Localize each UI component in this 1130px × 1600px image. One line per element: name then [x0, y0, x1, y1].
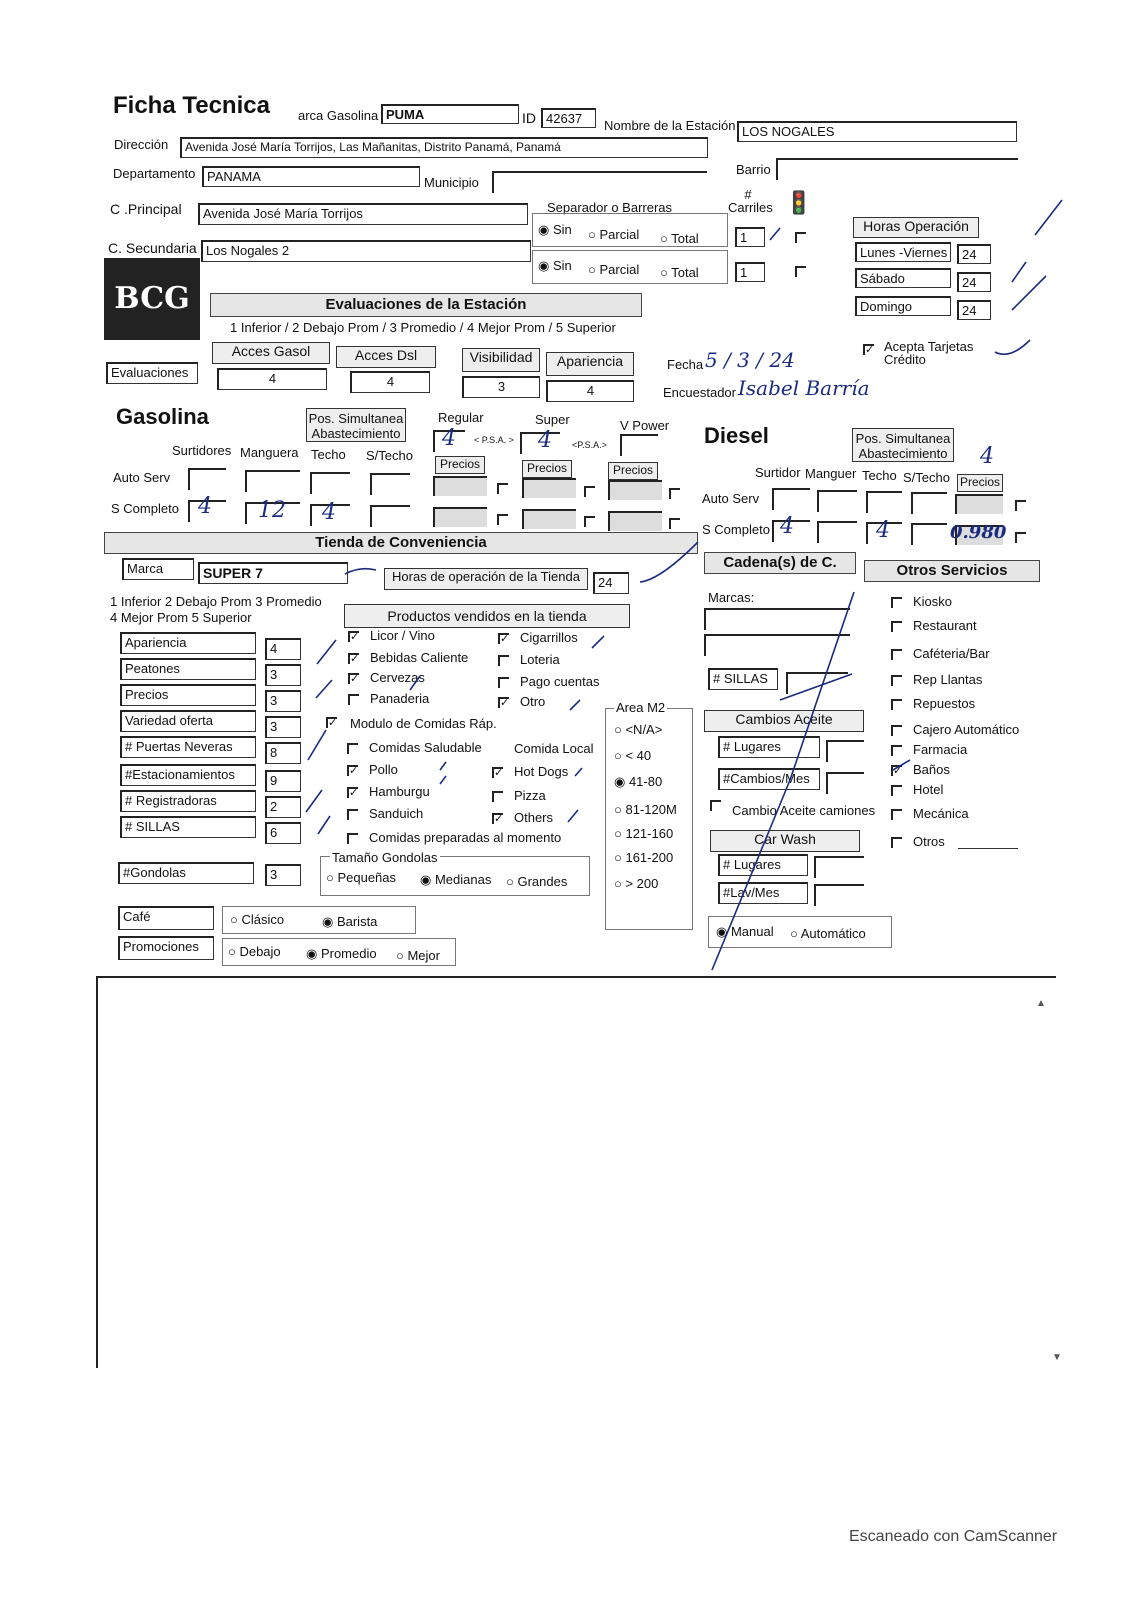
rating-field[interactable]: 3: [265, 664, 301, 686]
marcas-label: Marcas:: [708, 590, 755, 605]
gas-sc-regular-precio[interactable]: [433, 507, 487, 527]
comments-textarea[interactable]: [96, 976, 1056, 1368]
diesel-sc-check[interactable]: [1015, 532, 1026, 543]
producto-checkbox[interactable]: ✓: [500, 633, 510, 645]
promo-radio[interactable]: ○ Debajo: [228, 944, 281, 959]
cafe-label: Café: [118, 906, 214, 930]
modulo-label: Modulo de Comidas Ráp.: [350, 716, 497, 731]
producto-label: Licor / Vino: [370, 628, 435, 643]
gas-as-techo[interactable]: [310, 472, 350, 494]
diesel-as-check[interactable]: [1015, 500, 1026, 511]
otro-servicio-checkbox[interactable]: [891, 809, 902, 820]
tienda-header: Tienda de Conveniencia: [104, 532, 698, 554]
rating-field[interactable]: 6: [265, 822, 301, 844]
comida-local-label: Pizza: [514, 788, 546, 803]
otro-servicio-label: Repuestos: [913, 696, 976, 711]
municipio-label: Municipio: [424, 175, 479, 190]
bcg-logo: BCG: [104, 258, 200, 340]
rating-label: Variedad oferta: [120, 710, 256, 732]
lunes-viernes-label: Lunes -Viernes: [855, 242, 951, 262]
super-value: 4: [538, 428, 552, 453]
tamano-radio[interactable]: ○ Pequeñas: [326, 870, 397, 885]
diesel-as-precio[interactable]: [955, 494, 1003, 514]
cadena-header: Cadena(s) de C.: [704, 552, 856, 574]
area-radio[interactable]: ○ 81-120M: [614, 802, 677, 817]
area-group: [605, 708, 693, 930]
otro-servicio-checkbox[interactable]: [891, 725, 902, 736]
diesel-sc-manguer[interactable]: [817, 521, 857, 543]
gas-sc-stecho[interactable]: [370, 505, 410, 527]
tienda-horas-label: Horas de operación de la Tienda: [384, 568, 588, 590]
diesel-pos-simultanea: Pos. Simultanea Abastecimiento: [852, 428, 954, 462]
lav-mes-label: #Lav/Mes: [718, 882, 808, 904]
tienda-marca-field[interactable]: SUPER 7: [198, 562, 348, 584]
producto-label: Pago cuentas: [520, 674, 600, 689]
comida-label: Pollo: [369, 762, 398, 777]
comida-local-checkbox[interactable]: ✓: [494, 767, 504, 779]
promo-radio[interactable]: ◉ Promedio: [306, 946, 377, 961]
carwash-header: Car Wash: [710, 830, 860, 852]
sabado-field[interactable]: 24: [957, 272, 991, 292]
lav-mes-field[interactable]: [814, 884, 864, 906]
diesel-surtidor-header: Surtidor: [755, 465, 801, 480]
super-label: Super: [535, 412, 570, 427]
producto-checkbox[interactable]: ✓: [350, 631, 360, 643]
sabado-label: Sábado: [855, 268, 951, 288]
diesel-as-techo[interactable]: [866, 491, 902, 513]
producto-checkbox[interactable]: [498, 655, 509, 666]
otro-servicio-checkbox[interactable]: [891, 597, 902, 608]
comida-local-label: Others: [514, 810, 554, 825]
diesel-auto-serv-label: Auto Serv: [702, 491, 760, 506]
psa-label-1: < P.S.A. >: [474, 435, 514, 445]
cafe-radio[interactable]: ◉ Barista: [322, 914, 378, 929]
gas-manguera-header: Manguera: [240, 445, 299, 460]
comida-local-checkbox[interactable]: ✓: [494, 813, 504, 825]
carriles-check-1[interactable]: [795, 232, 806, 243]
evaluaciones-scale: 1 Inferior / 2 Debajo Prom / 3 Promedio / 4 Mejor Prom / 5 Superior: [230, 320, 616, 335]
separador1-total-radio[interactable]: ○ Total: [660, 231, 699, 246]
gas-as-vpower-precio[interactable]: [608, 480, 662, 500]
principal-field[interactable]: Avenida José María Torrijos: [198, 203, 528, 225]
carriles-field-2[interactable]: 1: [735, 262, 765, 282]
rating-field[interactable]: 4: [265, 638, 301, 660]
gas-sc-surtidores-value: 4: [198, 494, 212, 519]
camiones-checkbox[interactable]: [710, 800, 721, 811]
fecha-value[interactable]: 5 / 3 / 24: [705, 348, 795, 372]
domingo-field[interactable]: 24: [957, 300, 991, 320]
principal-label: C .Principal: [110, 201, 182, 217]
rating-label: Apariencia: [120, 632, 256, 654]
barrio-label: Barrio: [736, 162, 771, 177]
encuestador-value[interactable]: Isabel Barría: [738, 376, 870, 400]
comida-checkbox[interactable]: [347, 833, 358, 844]
otro-servicio-label: Hotel: [913, 782, 944, 797]
diesel-sc-techo-value: 4: [876, 518, 890, 543]
producto-checkbox[interactable]: ✓: [350, 653, 360, 665]
acces-dsl-label: Acces Dsl: [336, 346, 436, 368]
gas-as-regular-check[interactable]: [497, 483, 508, 494]
camiones-label: Cambio Aceite camiones: [732, 803, 876, 818]
gas-stecho-header: S/Techo: [366, 448, 413, 463]
diesel-as-manguer[interactable]: [817, 490, 857, 512]
manual-radio[interactable]: ◉ Manual: [716, 924, 774, 939]
psa-label-2: <P.S.A.>: [572, 440, 607, 450]
gondolas-label: #Gondolas: [118, 862, 254, 884]
diesel-sc-surtidor-value: 4: [780, 514, 794, 539]
cambios-mes-field[interactable]: [826, 772, 864, 794]
gasolina-pos-simultanea: Pos. Simultanea Abastecimiento: [306, 408, 406, 442]
comida-label: Comidas Saludable: [369, 740, 482, 755]
marcas-field-2[interactable]: [704, 634, 850, 656]
secundaria-field[interactable]: Los Nogales 2: [201, 240, 531, 262]
producto-label: Cervezas: [370, 670, 425, 685]
carwash-lugares-label: # Lugares: [718, 854, 808, 876]
scroll-up-icon[interactable]: ▲: [1036, 998, 1046, 1009]
cambios-lugares-label: # Lugares: [718, 736, 820, 758]
cadena-sillas-label: # SILLAS: [708, 668, 778, 690]
departamento-label: Departamento: [113, 166, 196, 181]
tienda-horas-field[interactable]: 24: [593, 572, 629, 594]
gas-as-super-precio[interactable]: [522, 478, 576, 498]
gas-as-surtidores[interactable]: [188, 468, 226, 490]
acces-gasol-label: Acces Gasol: [212, 342, 330, 364]
direccion-field[interactable]: Avenida José María Torrijos, Las Mañanitas, Distrito Panamá, Panamá: [180, 137, 708, 158]
comida-checkbox[interactable]: ✓: [349, 765, 359, 777]
gas-as-super-check[interactable]: [584, 486, 595, 497]
gas-techo-header: Techo: [311, 447, 346, 462]
super-precios: Precios: [522, 460, 572, 478]
rating-label: # SILLAS: [120, 816, 256, 838]
vpower-label: V Power: [620, 418, 670, 433]
camscanner-watermark: Escaneado con CamScanner: [849, 1528, 1058, 1545]
modulo-checkbox[interactable]: ✓: [328, 717, 338, 729]
tienda-scale-1: 1 Inferior 2 Debajo Prom 3 Promedio: [110, 594, 322, 609]
otro-servicio-label: Otros: [913, 834, 945, 849]
carriles-check-2[interactable]: [795, 266, 806, 277]
regular-precios: Precios: [435, 456, 485, 474]
fecha-label: Fecha: [667, 357, 704, 372]
producto-checkbox[interactable]: ✓: [500, 697, 510, 709]
direccion-label: Dirección: [114, 137, 169, 152]
gas-sc-regular-check[interactable]: [497, 514, 508, 525]
producto-label: Bebidas Caliente: [370, 650, 469, 665]
tamano-label: Tamaño Gondolas: [332, 850, 438, 865]
producto-checkbox[interactable]: [498, 677, 509, 688]
marca-label: arca Gasolina: [298, 108, 379, 123]
cambios-lugares-field[interactable]: [826, 740, 864, 762]
separador2-sin-radio[interactable]: ◉ Sin: [538, 258, 572, 273]
otros-header: Otros Servicios: [864, 560, 1040, 582]
estacion-label: Nombre de la Estación: [604, 118, 736, 133]
rating-label: Precios: [120, 684, 256, 706]
tarjetas-label: Acepta Tarjetas Crédito: [884, 339, 974, 367]
producto-checkbox[interactable]: ✓: [350, 673, 360, 685]
marca-field[interactable]: PUMA: [381, 104, 519, 124]
rating-field[interactable]: 3: [265, 690, 301, 712]
promo-radio[interactable]: ○ Mejor: [396, 948, 440, 963]
regular-label: Regular: [438, 410, 484, 425]
domingo-label: Domingo: [855, 296, 951, 316]
evaluaciones-label: Evaluaciones: [106, 362, 198, 384]
otros-line: [958, 848, 1018, 849]
comida-local-label: Comida Local: [514, 741, 594, 756]
producto-label: Loteria: [520, 652, 560, 667]
automatico-radio[interactable]: ○ Automático: [790, 926, 866, 941]
visibilidad-label: Visibilidad: [462, 348, 540, 372]
diesel-s-completo-label: S Completo: [702, 522, 770, 537]
gondolas-field[interactable]: 3: [265, 864, 301, 886]
rating-label: Peatones: [120, 658, 256, 680]
otro-servicio-label: Restaurant: [913, 618, 977, 633]
rating-label: # Registradoras: [120, 790, 256, 812]
otro-servicio-label: Kiosko: [913, 594, 953, 609]
cadena-sillas-field[interactable]: [786, 672, 848, 694]
lunes-viernes-field[interactable]: 24: [957, 244, 991, 264]
producto-label: Cigarrillos: [520, 630, 578, 645]
evaluaciones-header: Evaluaciones de la Estación: [210, 293, 642, 317]
id-field[interactable]: 42637: [541, 108, 596, 128]
traffic-light-icon: 🚦: [785, 190, 813, 215]
diesel-sc-stecho[interactable]: [911, 523, 947, 545]
tienda-marca-label: Marca: [122, 558, 194, 580]
cafe-radio[interactable]: ○ Clásico: [230, 912, 285, 927]
diesel-title: Diesel: [704, 423, 769, 448]
estacion-field[interactable]: LOS NOGALES: [737, 121, 1017, 142]
carriles-label: # Carriles: [728, 187, 773, 215]
separador2-parcial-radio[interactable]: ○ Parcial: [588, 262, 640, 277]
cambios-mes-label: #Cambios/Mes: [718, 768, 820, 790]
producto-label: Otro: [520, 694, 546, 709]
otro-servicio-checkbox[interactable]: [891, 699, 902, 710]
otro-servicio-label: Cajero Automático: [913, 722, 1020, 737]
horas-operacion-header: Horas Operación: [853, 217, 979, 238]
scroll-down-icon[interactable]: ▼: [1052, 1352, 1062, 1363]
diesel-pos-value: 4: [980, 444, 994, 469]
rating-field[interactable]: 9: [265, 770, 301, 792]
rating-field[interactable]: 3: [265, 716, 301, 738]
area-label: Area M2: [616, 700, 666, 715]
gas-sc-super-check[interactable]: [584, 516, 595, 527]
encuestador-label: Encuestador: [663, 385, 736, 400]
marcas-field-1[interactable]: [704, 608, 850, 630]
comida-checkbox[interactable]: [347, 809, 358, 820]
separador2-total-radio[interactable]: ○ Total: [660, 265, 699, 280]
gas-sc-vpower-check[interactable]: [669, 518, 680, 529]
otro-servicio-checkbox[interactable]: [891, 675, 902, 686]
diesel-as-stecho[interactable]: [911, 492, 947, 514]
gas-sc-vpower-precio[interactable]: [608, 511, 662, 531]
separador1-parcial-radio[interactable]: ○ Parcial: [588, 227, 640, 242]
gas-as-vpower-check[interactable]: [669, 488, 680, 499]
otro-servicio-label: Baños: [913, 762, 950, 777]
diesel-techo-header: Techo: [862, 468, 897, 483]
area-radio[interactable]: ○ > 200: [614, 876, 659, 891]
departamento-field[interactable]: PANAMA: [202, 166, 420, 187]
comida-label: Sanduich: [369, 806, 424, 821]
id-label: ID: [522, 110, 536, 126]
page-title: Ficha Tecnica: [113, 92, 270, 119]
rating-label: # Puertas Neveras: [120, 736, 256, 758]
gas-sc-manguera-value: 12: [258, 498, 286, 523]
comida-checkbox[interactable]: [347, 743, 358, 754]
tamano-radio[interactable]: ○ Grandes: [506, 874, 568, 889]
separador-label: Separador o Barreras: [547, 200, 673, 215]
otro-servicio-checkbox[interactable]: [891, 837, 902, 848]
area-radio[interactable]: ○ 121-160: [614, 826, 674, 841]
carriles-field-1[interactable]: 1: [735, 227, 765, 247]
cambios-aceite-header: Cambios Aceite: [704, 710, 864, 732]
comida-checkbox[interactable]: ✓: [349, 787, 359, 799]
visibilidad-field[interactable]: 3: [462, 376, 540, 398]
comida-label: Hamburgu: [369, 784, 430, 799]
producto-checkbox[interactable]: [348, 694, 359, 705]
comida-local-label: Hot Dogs: [514, 764, 569, 779]
gasolina-title: Gasolina: [116, 404, 209, 429]
gas-as-manguera[interactable]: [245, 470, 300, 492]
gas-sc-super-precio[interactable]: [522, 509, 576, 529]
diesel-stecho-header: S/Techo: [903, 470, 950, 485]
diesel-manguer-header: Manguer: [805, 466, 857, 481]
vpower-field[interactable]: [620, 434, 658, 456]
comida-local-checkbox[interactable]: [492, 791, 503, 802]
otro-servicio-checkbox[interactable]: [891, 649, 902, 660]
secundaria-label: C. Secundaria: [108, 240, 197, 256]
diesel-precios: Precios: [957, 474, 1003, 492]
separador1-sin-radio[interactable]: ◉ Sin: [538, 222, 572, 237]
rating-field[interactable]: 2: [265, 796, 301, 818]
tienda-scale-2: 4 Mejor Prom 5 Superior: [110, 610, 252, 625]
otro-servicio-checkbox[interactable]: [891, 621, 902, 632]
diesel-as-surtidor[interactable]: [772, 488, 810, 510]
comida-label: Comidas preparadas al momento: [369, 830, 562, 845]
diesel-sc-precio-value: 0.980: [950, 522, 1007, 543]
rating-label: #Estacionamientos: [120, 764, 256, 786]
acces-gasol-field[interactable]: 4: [217, 368, 327, 390]
rating-field[interactable]: 8: [265, 742, 301, 764]
municipio-field[interactable]: [492, 171, 707, 193]
carwash-lugares-field[interactable]: [814, 856, 864, 878]
otro-servicio-label: Caféteria/Bar: [913, 646, 990, 661]
area-radio[interactable]: ◉ 41-80: [614, 774, 663, 789]
gas-surtidores-header: Surtidores: [172, 443, 232, 458]
area-radio[interactable]: ○ <N/A>: [614, 722, 663, 737]
area-radio[interactable]: ○ 161-200: [614, 850, 674, 865]
vpower-precios: Precios: [608, 462, 658, 480]
tamano-radio[interactable]: ◉ Medianas: [420, 872, 492, 887]
otro-servicio-label: Mecánica: [913, 806, 969, 821]
gas-as-stecho[interactable]: [370, 473, 410, 495]
otro-servicio-checkbox[interactable]: [891, 785, 902, 796]
tarjetas-checkbox[interactable]: ✓: [865, 344, 875, 356]
apariencia-label: Apariencia: [546, 352, 634, 376]
apariencia-field[interactable]: 4: [546, 380, 634, 402]
productos-header: Productos vendidos en la tienda: [344, 604, 630, 628]
otro-servicio-checkbox[interactable]: [891, 745, 902, 756]
gas-sc-techo-value: 4: [322, 500, 336, 525]
producto-label: Panaderia: [370, 691, 430, 706]
acces-dsl-field[interactable]: 4: [350, 371, 430, 393]
gas-s-completo-label: S Completo: [111, 501, 179, 516]
promociones-label: Promociones: [118, 936, 214, 960]
regular-value: 4: [442, 426, 456, 451]
gas-auto-serv-label: Auto Serv: [113, 470, 171, 485]
barrio-field[interactable]: [776, 158, 1018, 180]
area-radio[interactable]: ○ < 40: [614, 748, 652, 763]
gas-as-regular-precio[interactable]: [433, 476, 487, 496]
otro-servicio-checkbox[interactable]: ✓: [893, 765, 903, 777]
otro-servicio-label: Farmacia: [913, 742, 968, 757]
otro-servicio-label: Rep Llantas: [913, 672, 983, 687]
